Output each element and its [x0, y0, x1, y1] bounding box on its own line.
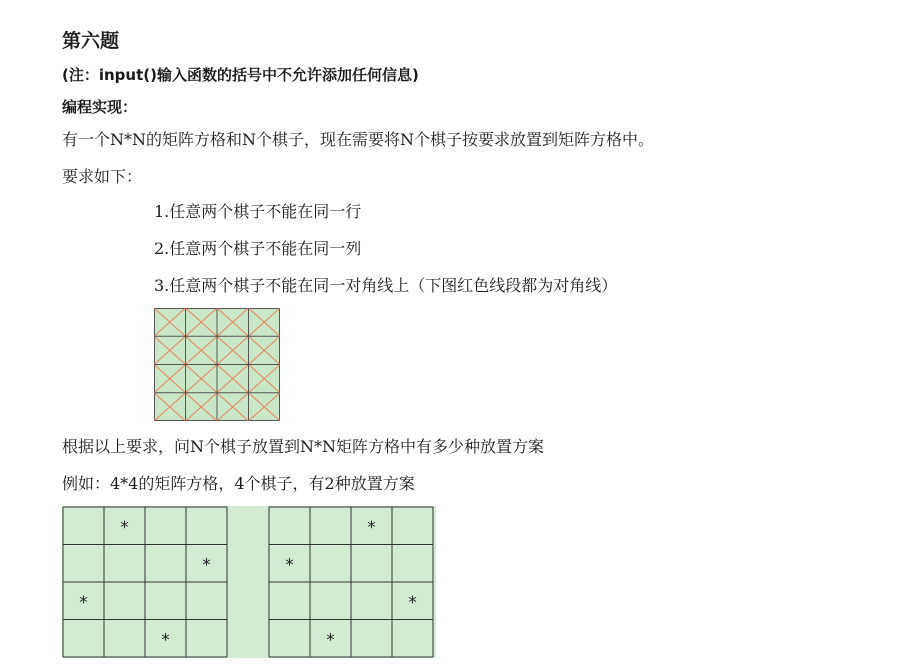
requirements-heading: 要求如下： — [62, 167, 143, 186]
requirement-item: 1.任意两个棋子不能在同一行 — [154, 202, 362, 221]
chess-piece: * — [79, 592, 88, 613]
chess-piece: * — [120, 517, 129, 538]
chess-piece: * — [202, 555, 211, 576]
requirement-item: 3.任意两个棋子不能在同一对角线上（下图红色线段都为对角线） — [154, 276, 618, 295]
chess-piece: * — [161, 630, 170, 651]
chess-piece: * — [408, 592, 417, 613]
chess-piece: * — [285, 555, 294, 576]
problem-question: 根据以上要求，问N个棋子放置到N*N矩阵方格中有多少种放置方案 — [62, 437, 545, 456]
requirement-item: 2.任意两个棋子不能在同一列 — [154, 239, 362, 258]
page-title: 第六题 — [62, 30, 120, 52]
problem-intro: 有一个N*N的矩阵方格和N个棋子，现在需要将N个棋子按要求放置到矩阵方格中。 — [62, 130, 655, 149]
example-text: 例如：4*4的矩阵方格，4个棋子，有2种放置方案 — [62, 474, 415, 493]
chess-piece: * — [326, 630, 335, 651]
diagonal-illustration-board — [154, 308, 280, 421]
input-note: (注：input()输入函数的括号中不允许添加任何信息) — [62, 66, 419, 84]
example-solution-boards — [62, 506, 436, 658]
chess-piece: * — [367, 517, 376, 538]
implementation-label: 编程实现： — [62, 98, 138, 116]
